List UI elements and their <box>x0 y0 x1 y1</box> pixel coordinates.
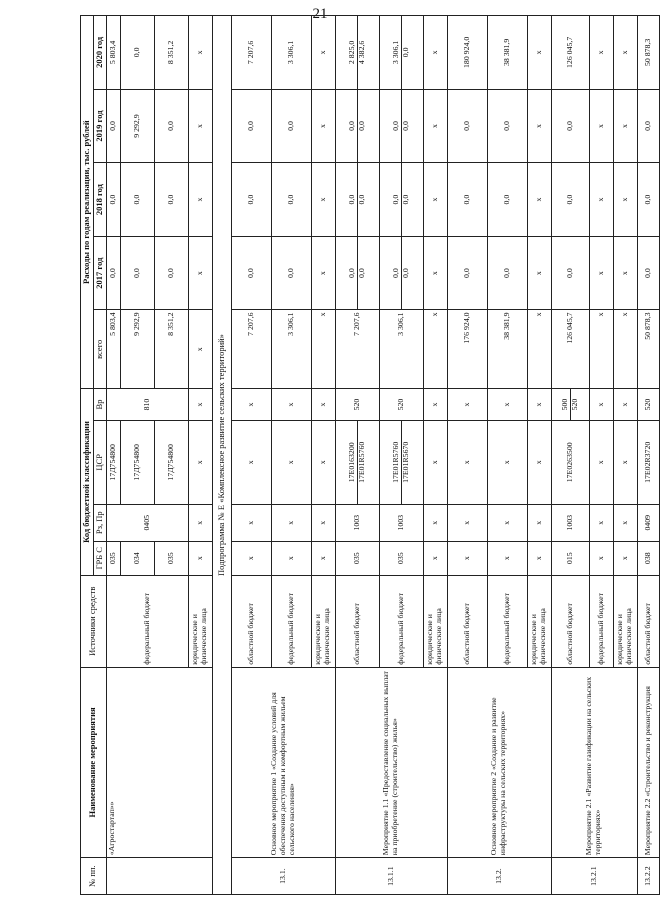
y2019-cell: 0,0 <box>447 89 487 163</box>
y2017-value: 0,0 <box>401 237 411 310</box>
csr-cell: х <box>311 420 335 504</box>
rzpr-cell: х <box>231 504 271 541</box>
total-cell: 7 207,6 <box>335 310 379 389</box>
measure-name: Основное мероприятие 2 «Создание и развитие инфраструктуры на сельских территориях» <box>447 667 551 857</box>
vr-cell <box>551 389 589 421</box>
top-r4-csr: х <box>188 420 212 504</box>
vr-cell: х <box>311 389 335 421</box>
y2019-value: 0,0 <box>346 121 356 131</box>
rzpr-cell: х <box>613 504 637 541</box>
y2017-cell: 0,0 <box>271 236 311 310</box>
row-number: 13.2.2 <box>637 858 659 895</box>
rzpr-cell: 1003 <box>551 504 589 541</box>
table-row <box>637 16 659 895</box>
top-name: «Агростартап»» <box>106 667 212 857</box>
y2018-cell: 0,0 <box>231 163 271 237</box>
y2019-cell: х <box>527 89 551 163</box>
budget-table <box>80 15 660 895</box>
header-vr: Вр <box>93 389 106 421</box>
vr-value: 500 <box>559 398 569 411</box>
y2019-value: 0,0 <box>390 121 400 131</box>
vr-cell: х <box>271 389 311 421</box>
vr-cell: х <box>231 389 271 421</box>
source-cell: федеральный бюджет <box>589 575 613 667</box>
y2018-cell: х <box>589 163 613 237</box>
top-r4-total: х <box>188 310 212 389</box>
y2019-cell <box>379 89 423 163</box>
csr-cell: х <box>527 420 551 504</box>
top-block <box>106 16 231 895</box>
csr-cell <box>335 420 379 504</box>
vr-cell: 520 <box>637 389 659 421</box>
total-cell: 3 306,1 <box>271 310 311 389</box>
top-r1-2020: 5 803,4 <box>106 16 120 90</box>
y2018-value: 0,0 <box>390 194 400 205</box>
source-cell: областной бюджет <box>637 575 659 667</box>
source-cell: федеральный бюджет <box>487 575 527 667</box>
total-cell: х <box>423 310 447 389</box>
top-r3-2020: 8 351,2 <box>154 16 188 90</box>
y2019-value: 0,0 <box>401 90 411 163</box>
y2017-cell: 0,0 <box>637 236 659 310</box>
measure-name: Мероприятие 2.2 «Строительство и реконструкция <box>637 667 659 857</box>
top-r1-grbs: 035 <box>106 541 120 575</box>
y2020-cell: х <box>423 16 447 90</box>
top-r1-total: 5 803,4 <box>106 310 120 389</box>
y2017-cell: 0,0 <box>447 236 487 310</box>
y2019-cell: х <box>311 89 335 163</box>
grbs-cell: х <box>447 541 487 575</box>
header-rzpr: Рз, Пр <box>93 504 106 541</box>
row-number: 13.2. <box>447 858 551 895</box>
subprogram-heading: Подпрограмма № Е «Комплексное развитие сельских территорий» <box>212 16 231 895</box>
page-number: 21 <box>312 6 328 22</box>
top-r2-grbs: 034 <box>120 541 154 575</box>
y2018-value: 0,0 <box>346 194 356 205</box>
y2018-cell: х <box>613 163 637 237</box>
header-name: Наименование мероприятия <box>81 667 107 857</box>
y2018-cell: х <box>311 163 335 237</box>
header-num: № пп. <box>81 858 107 895</box>
header-2018: 2018 год <box>93 163 106 237</box>
y2020-value: 4 382,6 <box>357 16 367 89</box>
vr-cell: 520 <box>335 389 379 421</box>
csr-cell: 17Е0263500 <box>551 420 589 504</box>
y2017-cell <box>335 236 379 310</box>
y2020-cell: 126 045,7 <box>551 16 589 90</box>
csr-cell: х <box>589 420 613 504</box>
measure-name: Основное мероприятие 1 «Создание условий для обеспечения доступным и комфортным жильем сельского населения» <box>231 667 335 857</box>
rotated-page <box>80 15 652 895</box>
top-r3-2017: 0,0 <box>154 236 188 310</box>
y2017-cell: х <box>613 236 637 310</box>
y2020-value: 2 825,0 <box>346 40 356 65</box>
csr-cell: 17Е02R3720 <box>637 420 659 504</box>
y2020-value: 3 306,1 <box>390 40 400 65</box>
top-r4-source: юридические и физические лица <box>188 575 212 667</box>
grbs-cell: х <box>271 541 311 575</box>
rzpr-cell: х <box>589 504 613 541</box>
top-r3-total: 8 351,2 <box>154 310 188 389</box>
grbs-cell: 035 <box>379 541 423 575</box>
source-cell: областной бюджет <box>551 575 589 667</box>
top-r2-csr: 17Д754800 <box>120 420 154 504</box>
row-number: 13.1. <box>231 858 335 895</box>
rzpr-cell: х <box>527 504 551 541</box>
rzpr-cell: х <box>271 504 311 541</box>
y2018-cell: х <box>423 163 447 237</box>
top-r4-2017: х <box>188 236 212 310</box>
y2017-cell <box>379 236 423 310</box>
total-cell: 38 381,9 <box>487 310 527 389</box>
csr-value: 17Е01R5760 <box>357 421 367 504</box>
top-r3-grbs: 035 <box>154 541 188 575</box>
y2019-cell: 0,0 <box>637 89 659 163</box>
total-cell: х <box>589 310 613 389</box>
y2019-cell: х <box>423 89 447 163</box>
y2020-cell: х <box>311 16 335 90</box>
y2019-cell: х <box>613 89 637 163</box>
table-row <box>231 16 271 895</box>
rzpr-cell: х <box>423 504 447 541</box>
vr-cell: х <box>613 389 637 421</box>
total-cell: 7 207,6 <box>231 310 271 389</box>
rzpr-cell: 1003 <box>379 504 423 541</box>
top-r4-2020: х <box>188 16 212 90</box>
grbs-cell: х <box>487 541 527 575</box>
y2017-cell: х <box>527 236 551 310</box>
grbs-cell: 015 <box>551 541 589 575</box>
csr-cell <box>379 420 423 504</box>
y2017-value: 0,0 <box>357 237 367 310</box>
rzpr-cell: х <box>487 504 527 541</box>
y2018-cell: 0,0 <box>551 163 589 237</box>
total-cell: х <box>613 310 637 389</box>
y2020-value: 0,0 <box>401 16 411 89</box>
total-cell: х <box>311 310 335 389</box>
rows-body <box>231 16 659 895</box>
rzpr-cell: х <box>447 504 487 541</box>
top-r1-2019: 0,0 <box>106 89 120 163</box>
top-source-fed: федеральный бюджет <box>106 575 188 667</box>
total-cell: 3 306,1 <box>379 310 423 389</box>
source-cell: областной бюджет <box>447 575 487 667</box>
y2018-cell <box>379 163 423 237</box>
total-cell: 50 878,3 <box>637 310 659 389</box>
y2017-cell: 0,0 <box>551 236 589 310</box>
header-2019: 2019 год <box>93 89 106 163</box>
y2018-cell: 0,0 <box>447 163 487 237</box>
vr-cell: х <box>527 389 551 421</box>
source-cell: областной бюджет <box>335 575 379 667</box>
y2020-cell: 38 381,9 <box>487 16 527 90</box>
top-r3-2019: 0,0 <box>154 89 188 163</box>
y2017-cell: х <box>311 236 335 310</box>
top-r2-2020: 0,0 <box>120 16 154 90</box>
y2017-cell: 0,0 <box>231 236 271 310</box>
y2018-cell: 0,0 <box>271 163 311 237</box>
grbs-cell: х <box>589 541 613 575</box>
y2019-value: 0,0 <box>357 90 367 163</box>
vr-cell: 520 <box>379 389 423 421</box>
top-r2-2017: 0,0 <box>120 236 154 310</box>
header-csr: ЦСР <box>93 420 106 504</box>
top-r4-2019: х <box>188 89 212 163</box>
csr-value: 17Е01R5760 <box>390 441 400 483</box>
y2017-value: 0,0 <box>346 268 356 279</box>
top-r1-csr: 17Д754800 <box>106 420 120 504</box>
top-r2-2019: 9 292,9 <box>120 89 154 163</box>
source-cell: юридические и физические лица <box>311 575 335 667</box>
top-r4-vr: х <box>188 389 212 421</box>
y2020-cell <box>335 16 379 90</box>
source-cell: юридические и физические лица <box>613 575 637 667</box>
y2019-cell: 0,0 <box>271 89 311 163</box>
grbs-cell: х <box>527 541 551 575</box>
top-r4-rzpr: х <box>188 504 212 541</box>
top-rzpr: 0405 <box>106 504 188 541</box>
row-number: 13.2.1 <box>551 858 637 895</box>
y2019-cell: 0,0 <box>231 89 271 163</box>
y2017-cell: 0,0 <box>487 236 527 310</box>
y2017-cell: х <box>589 236 613 310</box>
y2020-cell: 180 924,0 <box>447 16 487 90</box>
top-r3-csr: 17Д754800 <box>154 420 188 504</box>
csr-cell: х <box>231 420 271 504</box>
top-r4-2018: х <box>188 163 212 237</box>
grbs-cell: х <box>423 541 447 575</box>
grbs-cell: х <box>613 541 637 575</box>
y2019-cell: х <box>589 89 613 163</box>
header-exp-group: Расходы по годам реализации, тыс. рублей <box>81 16 94 389</box>
grbs-cell: 038 <box>637 541 659 575</box>
top-r1-2018: 0,0 <box>106 163 120 237</box>
total-cell: х <box>527 310 551 389</box>
y2018-value: 0,0 <box>357 163 367 236</box>
csr-cell: х <box>487 420 527 504</box>
top-num-cell <box>106 858 212 895</box>
vr-cell: х <box>447 389 487 421</box>
vr-cell: х <box>423 389 447 421</box>
y2018-value: 0,0 <box>401 163 411 236</box>
y2020-cell: 50 878,3 <box>637 16 659 90</box>
y2019-cell <box>335 89 379 163</box>
csr-cell: х <box>613 420 637 504</box>
top-r2-total: 9 292,9 <box>120 310 154 389</box>
y2020-cell: х <box>589 16 613 90</box>
header-source: Источники средств <box>81 575 107 667</box>
header-total: всего <box>93 310 106 389</box>
vr-value: 520 <box>570 389 580 420</box>
rzpr-cell: х <box>311 504 335 541</box>
header-code-group: Код бюджетной классификации <box>81 389 94 576</box>
total-cell: 126 045,7 <box>551 310 589 389</box>
rzpr-cell: 1003 <box>335 504 379 541</box>
csr-cell: х <box>271 420 311 504</box>
source-cell: областной бюджет <box>231 575 271 667</box>
top-r1-2017: 0,0 <box>106 236 120 310</box>
measure-name: Мероприятие 1.1 «Предоставление социальных выплат на приобретение (строительство) жилья» <box>335 667 447 857</box>
top-r2-2018: 0,0 <box>120 163 154 237</box>
y2020-cell: 7 207,6 <box>231 16 271 90</box>
top-r3-2018: 0,0 <box>154 163 188 237</box>
csr-cell: х <box>423 420 447 504</box>
csr-cell: х <box>447 420 487 504</box>
header-grbs: ГРБ С <box>93 541 106 575</box>
source-cell: юридические и физические лица <box>527 575 551 667</box>
y2020-cell: х <box>527 16 551 90</box>
y2018-cell: 0,0 <box>487 163 527 237</box>
vr-cell: х <box>589 389 613 421</box>
y2019-cell: 0,0 <box>551 89 589 163</box>
measure-name: Мероприятие 2.1 «Развитие газификации на сельских территориях» <box>551 667 637 857</box>
top-r4-grbs: х <box>188 541 212 575</box>
y2019-cell: 0,0 <box>487 89 527 163</box>
row-number: 13.1.1 <box>335 858 447 895</box>
source-cell: юридические и физические лица <box>423 575 447 667</box>
y2017-value: 0,0 <box>390 268 400 279</box>
grbs-cell: х <box>231 541 271 575</box>
y2018-cell: х <box>527 163 551 237</box>
vr-cell: х <box>487 389 527 421</box>
grbs-cell: х <box>311 541 335 575</box>
y2020-cell: 3 306,1 <box>271 16 311 90</box>
csr-value: 17Е01R5670 <box>401 421 411 504</box>
source-cell: федеральный бюджет <box>271 575 311 667</box>
top-vr: 810 <box>106 389 188 421</box>
csr-value: 17Е0163200 <box>346 442 356 483</box>
table-row <box>551 16 589 895</box>
grbs-cell: 035 <box>335 541 379 575</box>
y2020-cell: х <box>613 16 637 90</box>
y2017-cell: х <box>423 236 447 310</box>
header-2020: 2020 год <box>93 16 106 90</box>
y2018-cell <box>335 163 379 237</box>
header-2017: 2017 год <box>93 236 106 310</box>
rzpr-cell: 0409 <box>637 504 659 541</box>
total-cell: 176 924,0 <box>447 310 487 389</box>
table-row <box>447 16 487 895</box>
y2018-cell: 0,0 <box>637 163 659 237</box>
table-row <box>335 16 379 895</box>
y2020-cell <box>379 16 423 90</box>
source-cell: федеральный бюджет <box>379 575 423 667</box>
